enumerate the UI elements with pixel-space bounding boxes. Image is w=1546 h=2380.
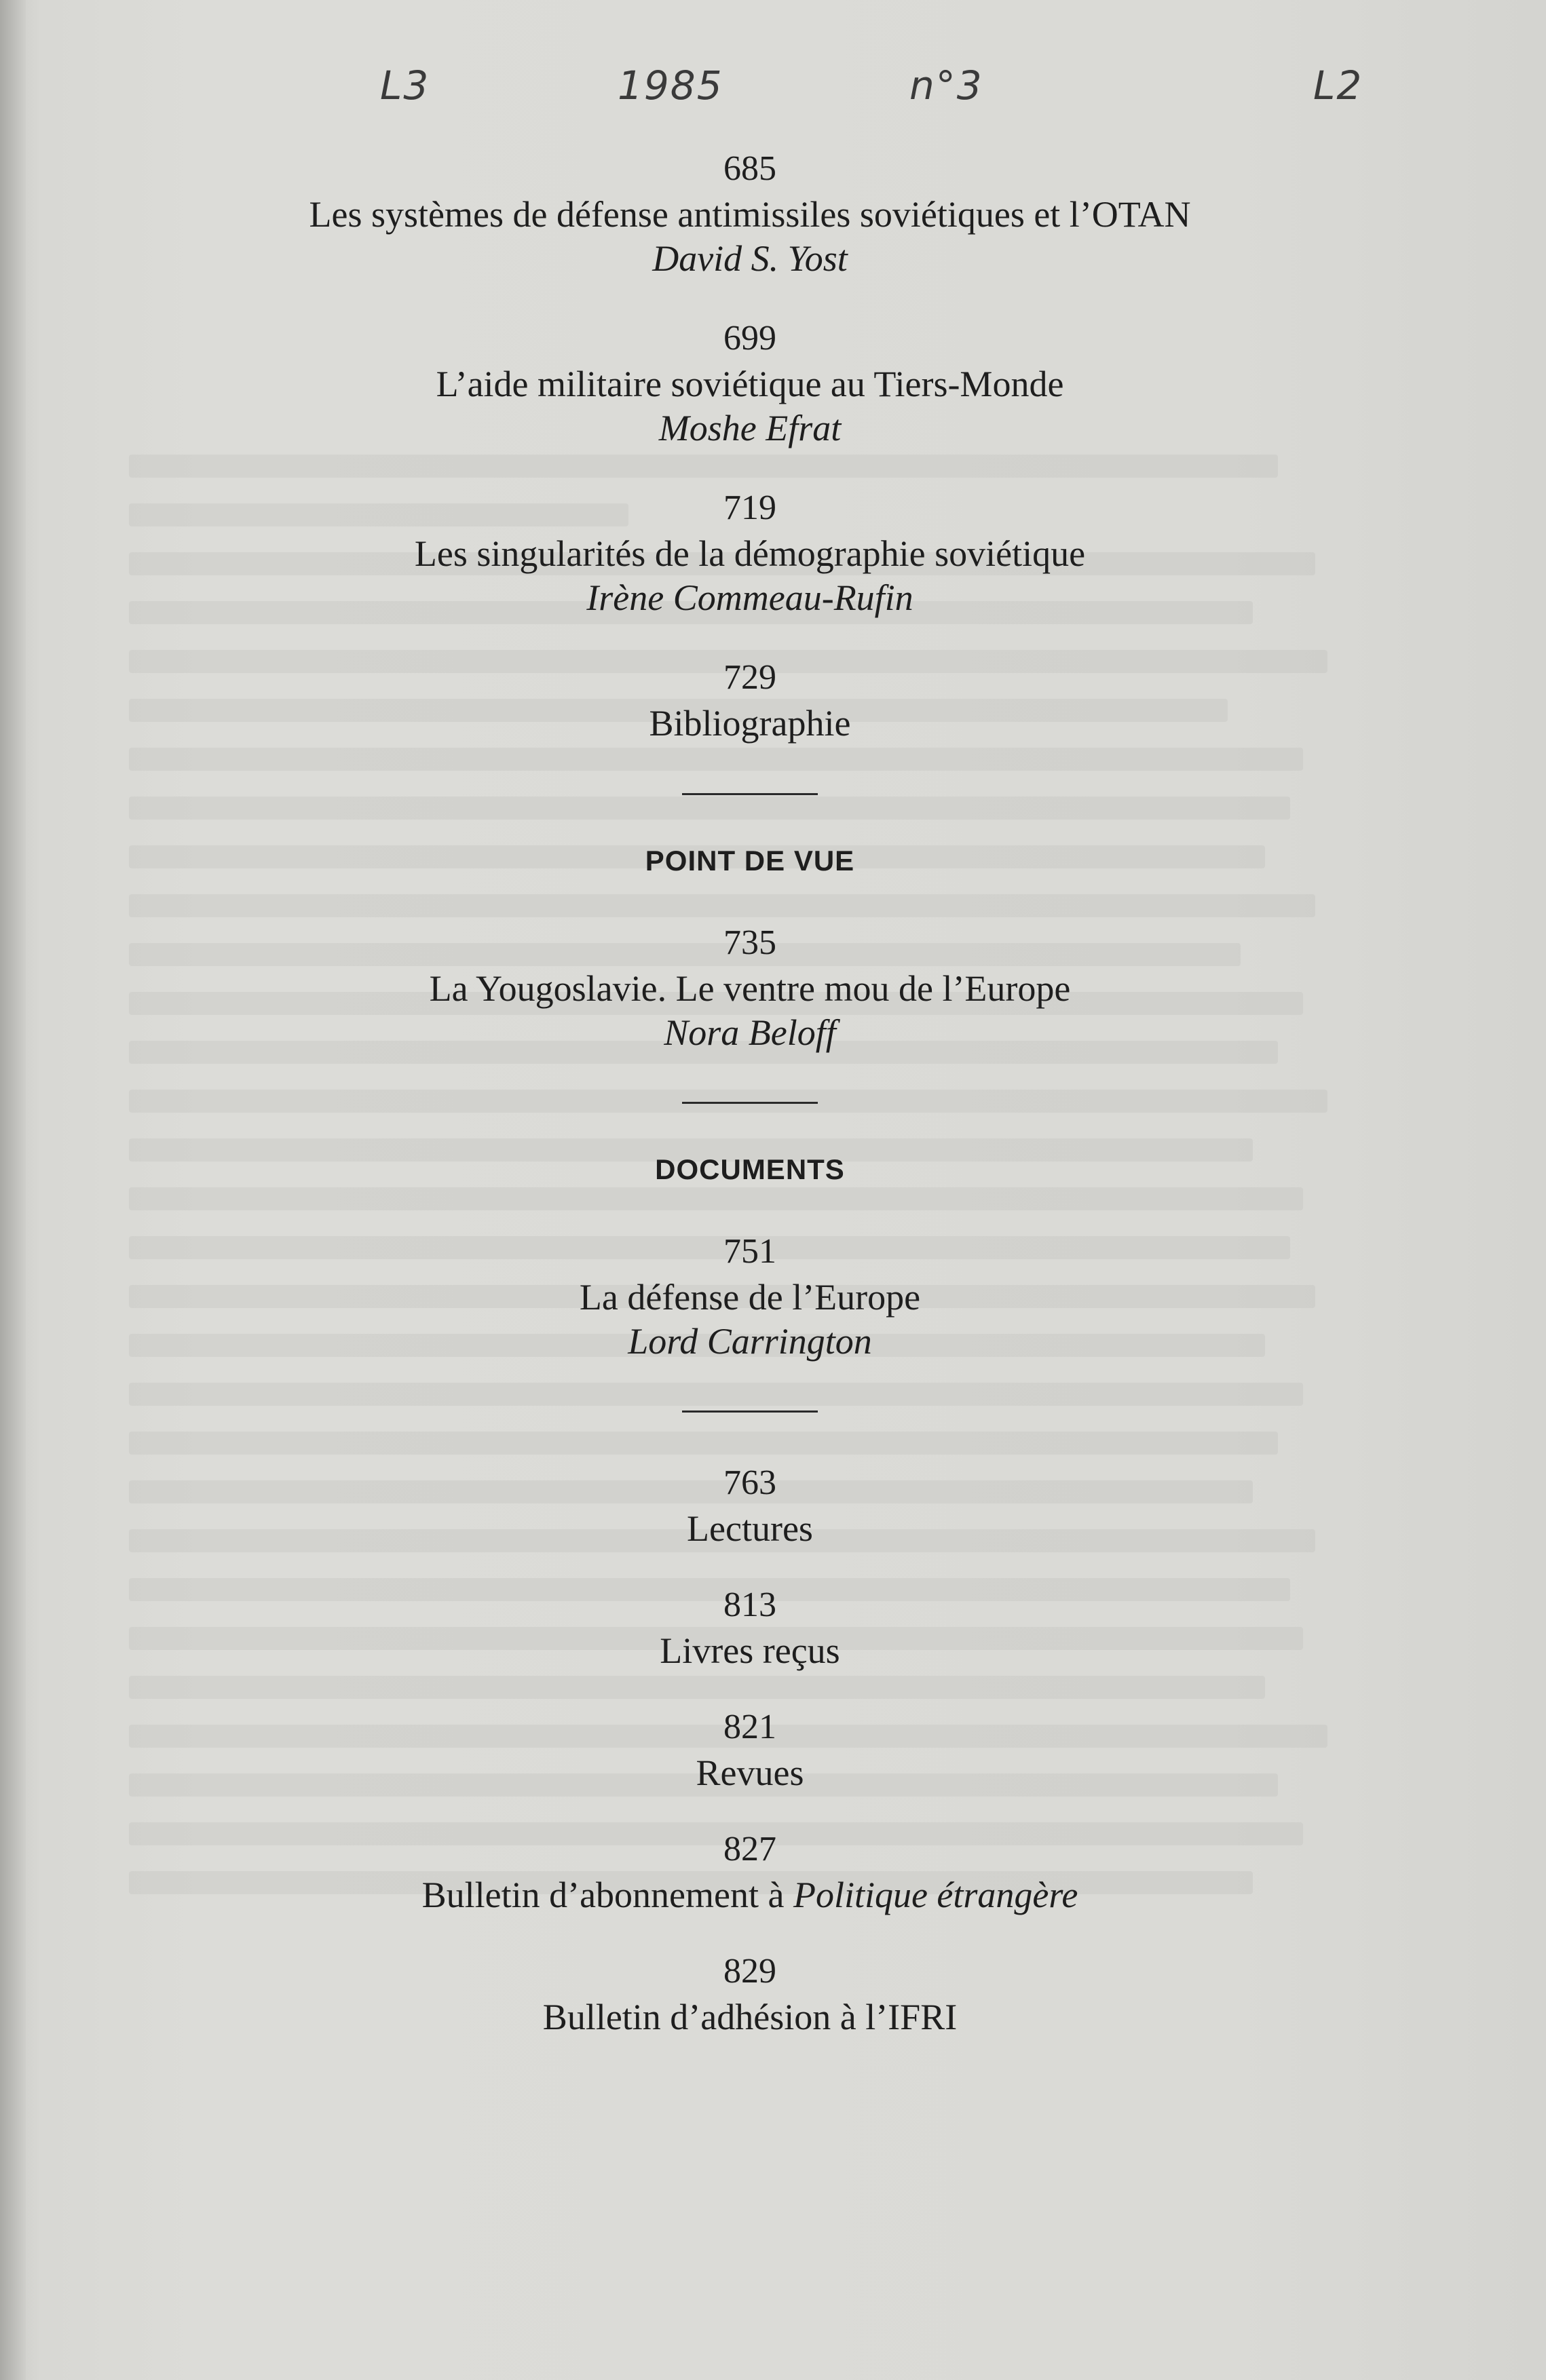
- handwritten-note-3: n°3: [909, 62, 983, 109]
- entry-title: Les systèmes de défense antimissiles soviétiques et l’OTAN: [309, 194, 1191, 235]
- handwritten-note-2: 1985: [618, 62, 723, 109]
- section-heading-documents: DOCUMENTS: [655, 1153, 845, 1185]
- section-heading-point-de-vue: POINT DE VUE: [645, 845, 855, 877]
- page-number: 829: [723, 1952, 776, 1991]
- entry-title: La défense de l’Europe: [579, 1277, 921, 1318]
- handwritten-note-4: L2: [1313, 62, 1363, 109]
- page-number: 813: [723, 1586, 776, 1624]
- toc-entry: [0, 1826, 1500, 1917]
- entry-author: David S. Yost: [652, 238, 848, 279]
- entry-author: Lord Carrington: [628, 1321, 872, 1362]
- journal-name: Politique étrangère: [793, 1875, 1078, 1915]
- entry-title: Bulletin d’adhésion à l’IFRI: [542, 1997, 958, 2037]
- entry-title: Livres reçus: [660, 1630, 840, 1671]
- toc-entry: [0, 1229, 1500, 1363]
- page-number: 763: [723, 1463, 776, 1502]
- divider: [682, 1102, 818, 1104]
- toc-entry: [0, 920, 1500, 1054]
- entry-title: [0, 1873, 1500, 1917]
- toc-entry: [0, 315, 1500, 450]
- toc-entry: [0, 1582, 1500, 1673]
- entry-title: La Yougoslavie. Le ventre mou de l’Europe: [429, 968, 1071, 1009]
- entry-author: Nora Beloff: [664, 1012, 836, 1053]
- toc-entry: [0, 1949, 1500, 2039]
- page-number: 735: [723, 923, 776, 962]
- page-number: 699: [723, 319, 776, 358]
- entry-title-prefix: Bulletin d’abonnement à: [421, 1875, 793, 1915]
- page-number: 821: [723, 1708, 776, 1746]
- page-number: 685: [723, 149, 776, 188]
- toc-entry: [0, 655, 1500, 746]
- entry-author: Irène Commeau-Rufin: [586, 577, 913, 618]
- entry-title: Bibliographie: [649, 703, 851, 744]
- toc-entry: [0, 1460, 1500, 1551]
- toc-entry: [0, 1704, 1500, 1795]
- toc-entry: [0, 485, 1500, 619]
- entry-title: Revues: [696, 1752, 804, 1793]
- page-number: 729: [723, 658, 776, 697]
- toc-entry: [0, 146, 1500, 280]
- entry-title: Lectures: [687, 1508, 813, 1549]
- divider: [682, 793, 818, 795]
- page-number: 751: [723, 1232, 776, 1271]
- divider: [682, 1410, 818, 1413]
- entry-title: Les singularités de la démographie soviétique: [414, 533, 1086, 574]
- handwritten-note-1: L3: [380, 62, 430, 109]
- entry-title: L’aide militaire soviétique au Tiers-Monde: [436, 364, 1064, 404]
- page-number: 827: [723, 1830, 776, 1868]
- entry-author: Moshe Efrat: [658, 408, 842, 448]
- table-of-contents: [0, 146, 1500, 2039]
- page-number: 719: [723, 488, 776, 527]
